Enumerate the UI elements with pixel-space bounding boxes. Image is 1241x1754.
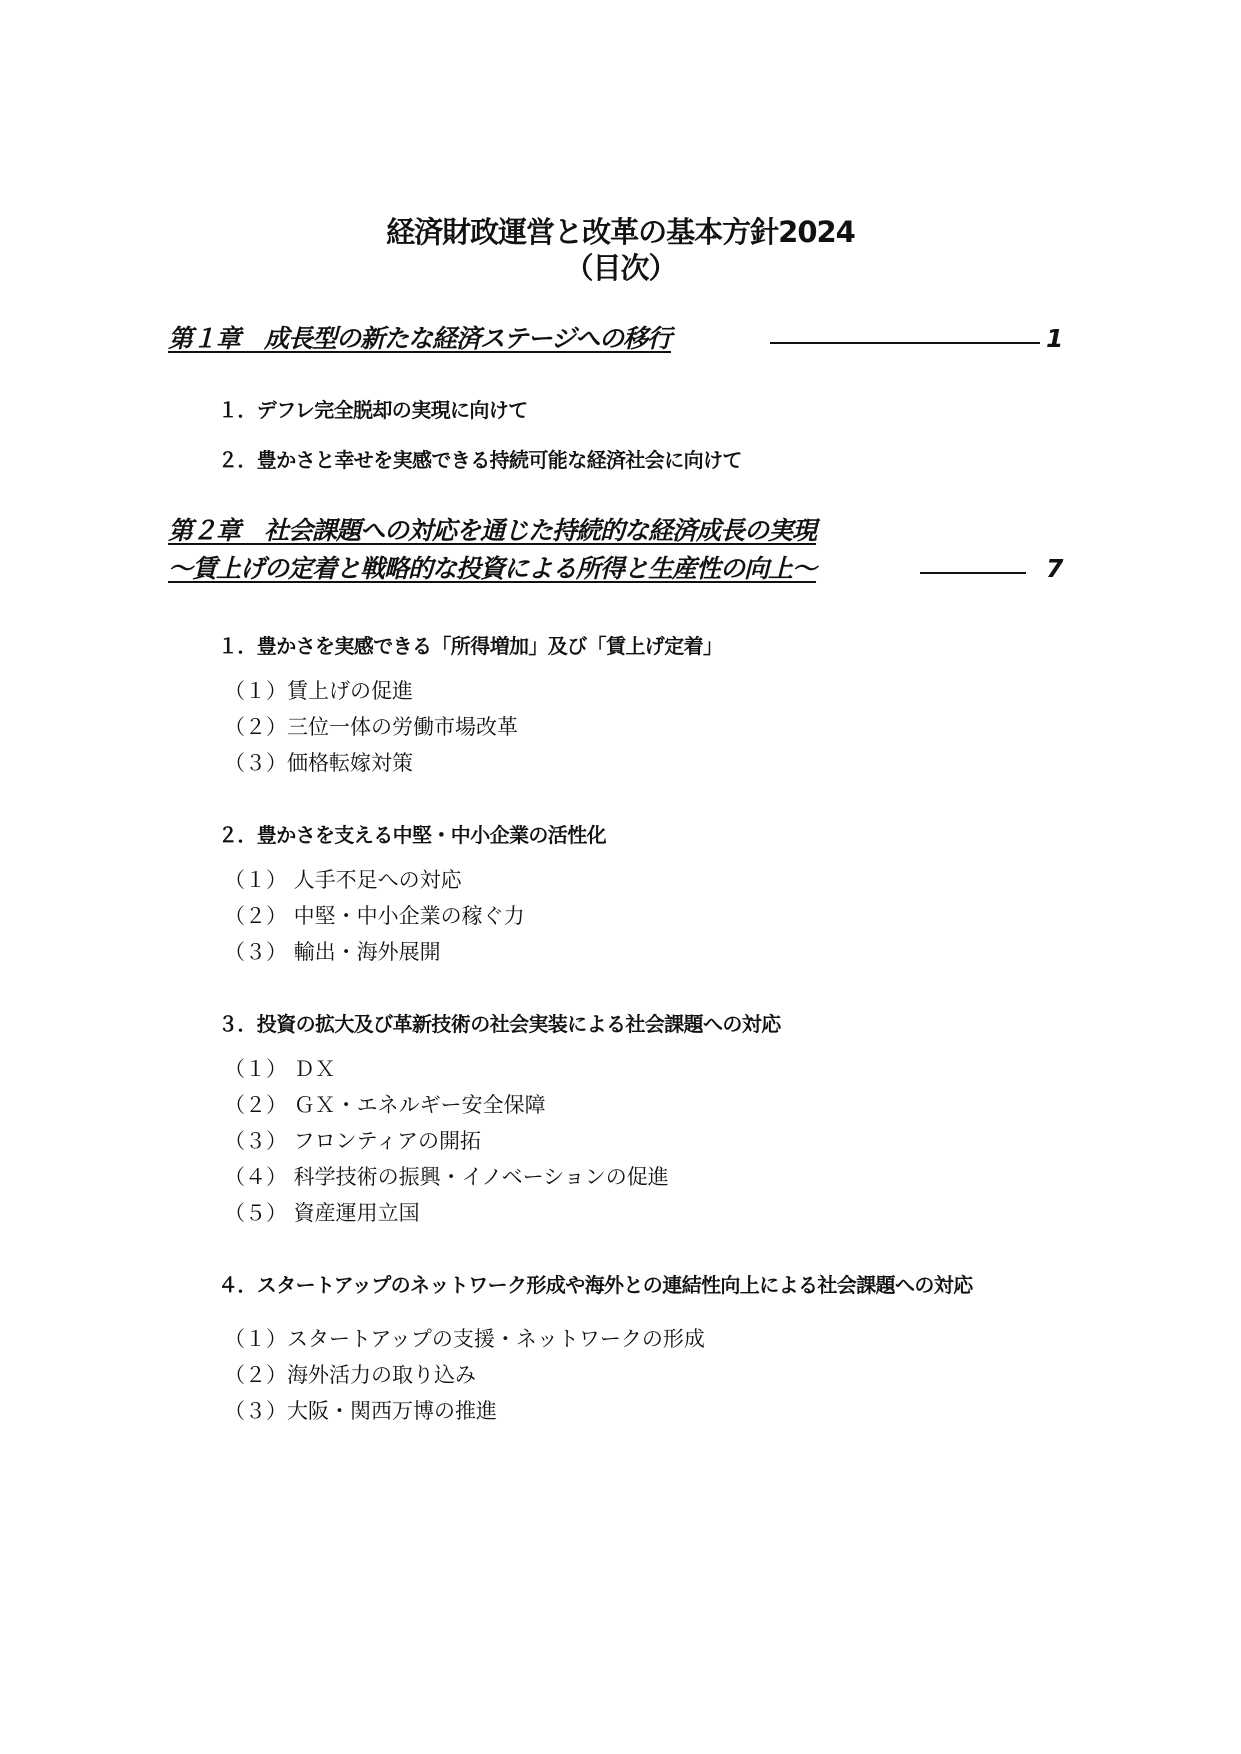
chapter-1-heading[interactable]	[168, 323, 671, 355]
document-subtitle: （目次）	[564, 251, 677, 285]
chapter-2-leader-line	[920, 572, 1026, 574]
section-3-item-4[interactable]: （４） 科学技術の振興・イノベーションの促進	[224, 1165, 669, 1189]
section-3-item-1[interactable]: （１） ＤＸ	[224, 1057, 336, 1081]
section-1-item-2[interactable]: （２）三位一体の労働市場改革	[224, 715, 518, 739]
section-4-item-3[interactable]: （３）大阪・関西万博の推進	[224, 1399, 497, 1423]
section-2-item-2[interactable]: （２） 中堅・中小企業の稼ぐ力	[224, 904, 525, 928]
chapter-2-section-4[interactable]: ４．スタートアップのネットワーク形成や海外との連結性向上による社会課題への対応	[218, 1273, 973, 1297]
chapter-2-title-line-2: ～賃上げの定着と戦略的な投資による所得と生産性の向上～	[168, 554, 817, 583]
section-3-item-3[interactable]: （３） フロンティアの開拓	[224, 1129, 481, 1153]
section-1-item-1[interactable]: （１）賃上げの促進	[224, 679, 413, 703]
chapter-1-title: 第１章 成長型の新たな経済ステージへの移行	[168, 324, 672, 353]
chapter-2-section-3[interactable]: ３．投資の拡大及び革新技術の社会実装による社会課題への対応	[218, 1012, 781, 1036]
section-3-item-2[interactable]: （２） ＧＸ・エネルギー安全保障	[224, 1093, 546, 1117]
chapter-2-section-2[interactable]: ２．豊かさを支える中堅・中小企業の活性化	[218, 823, 606, 847]
chapter-1-section-1[interactable]: １．デフレ完全脱却の実現に向けて	[218, 398, 528, 422]
chapter-2-heading-line-1[interactable]	[168, 515, 816, 547]
document-title: 経済財政運営と改革の基本方針2024	[386, 215, 855, 249]
section-2-item-3[interactable]: （３） 輸出・海外展開	[224, 940, 441, 964]
chapter-2-title-line-1: 第２章 社会課題への対応を通じた持続的な経済成長の実現	[168, 516, 817, 545]
chapter-1-leader-line	[770, 342, 1040, 344]
section-1-item-3[interactable]: （３）価格転嫁対策	[224, 751, 413, 775]
chapter-2-page-number: 7	[1046, 554, 1064, 583]
section-4-item-2[interactable]: （２）海外活力の取り込み	[224, 1363, 476, 1387]
section-3-item-5[interactable]: （５） 資産運用立国	[224, 1201, 420, 1225]
chapter-2-heading-line-2[interactable]	[168, 553, 816, 585]
section-4-item-1[interactable]: （１）スタートアップの支援・ネットワークの形成	[224, 1327, 705, 1351]
chapter-2-section-1[interactable]: １．豊かさを実感できる「所得増加」及び「賃上げ定着」	[218, 634, 723, 658]
chapter-1-section-2[interactable]: ２．豊かさと幸せを実感できる持続可能な経済社会に向けて	[218, 448, 742, 472]
section-2-item-1[interactable]: （１） 人手不足への対応	[224, 868, 462, 892]
chapter-1-page-number: 1	[1046, 324, 1064, 353]
